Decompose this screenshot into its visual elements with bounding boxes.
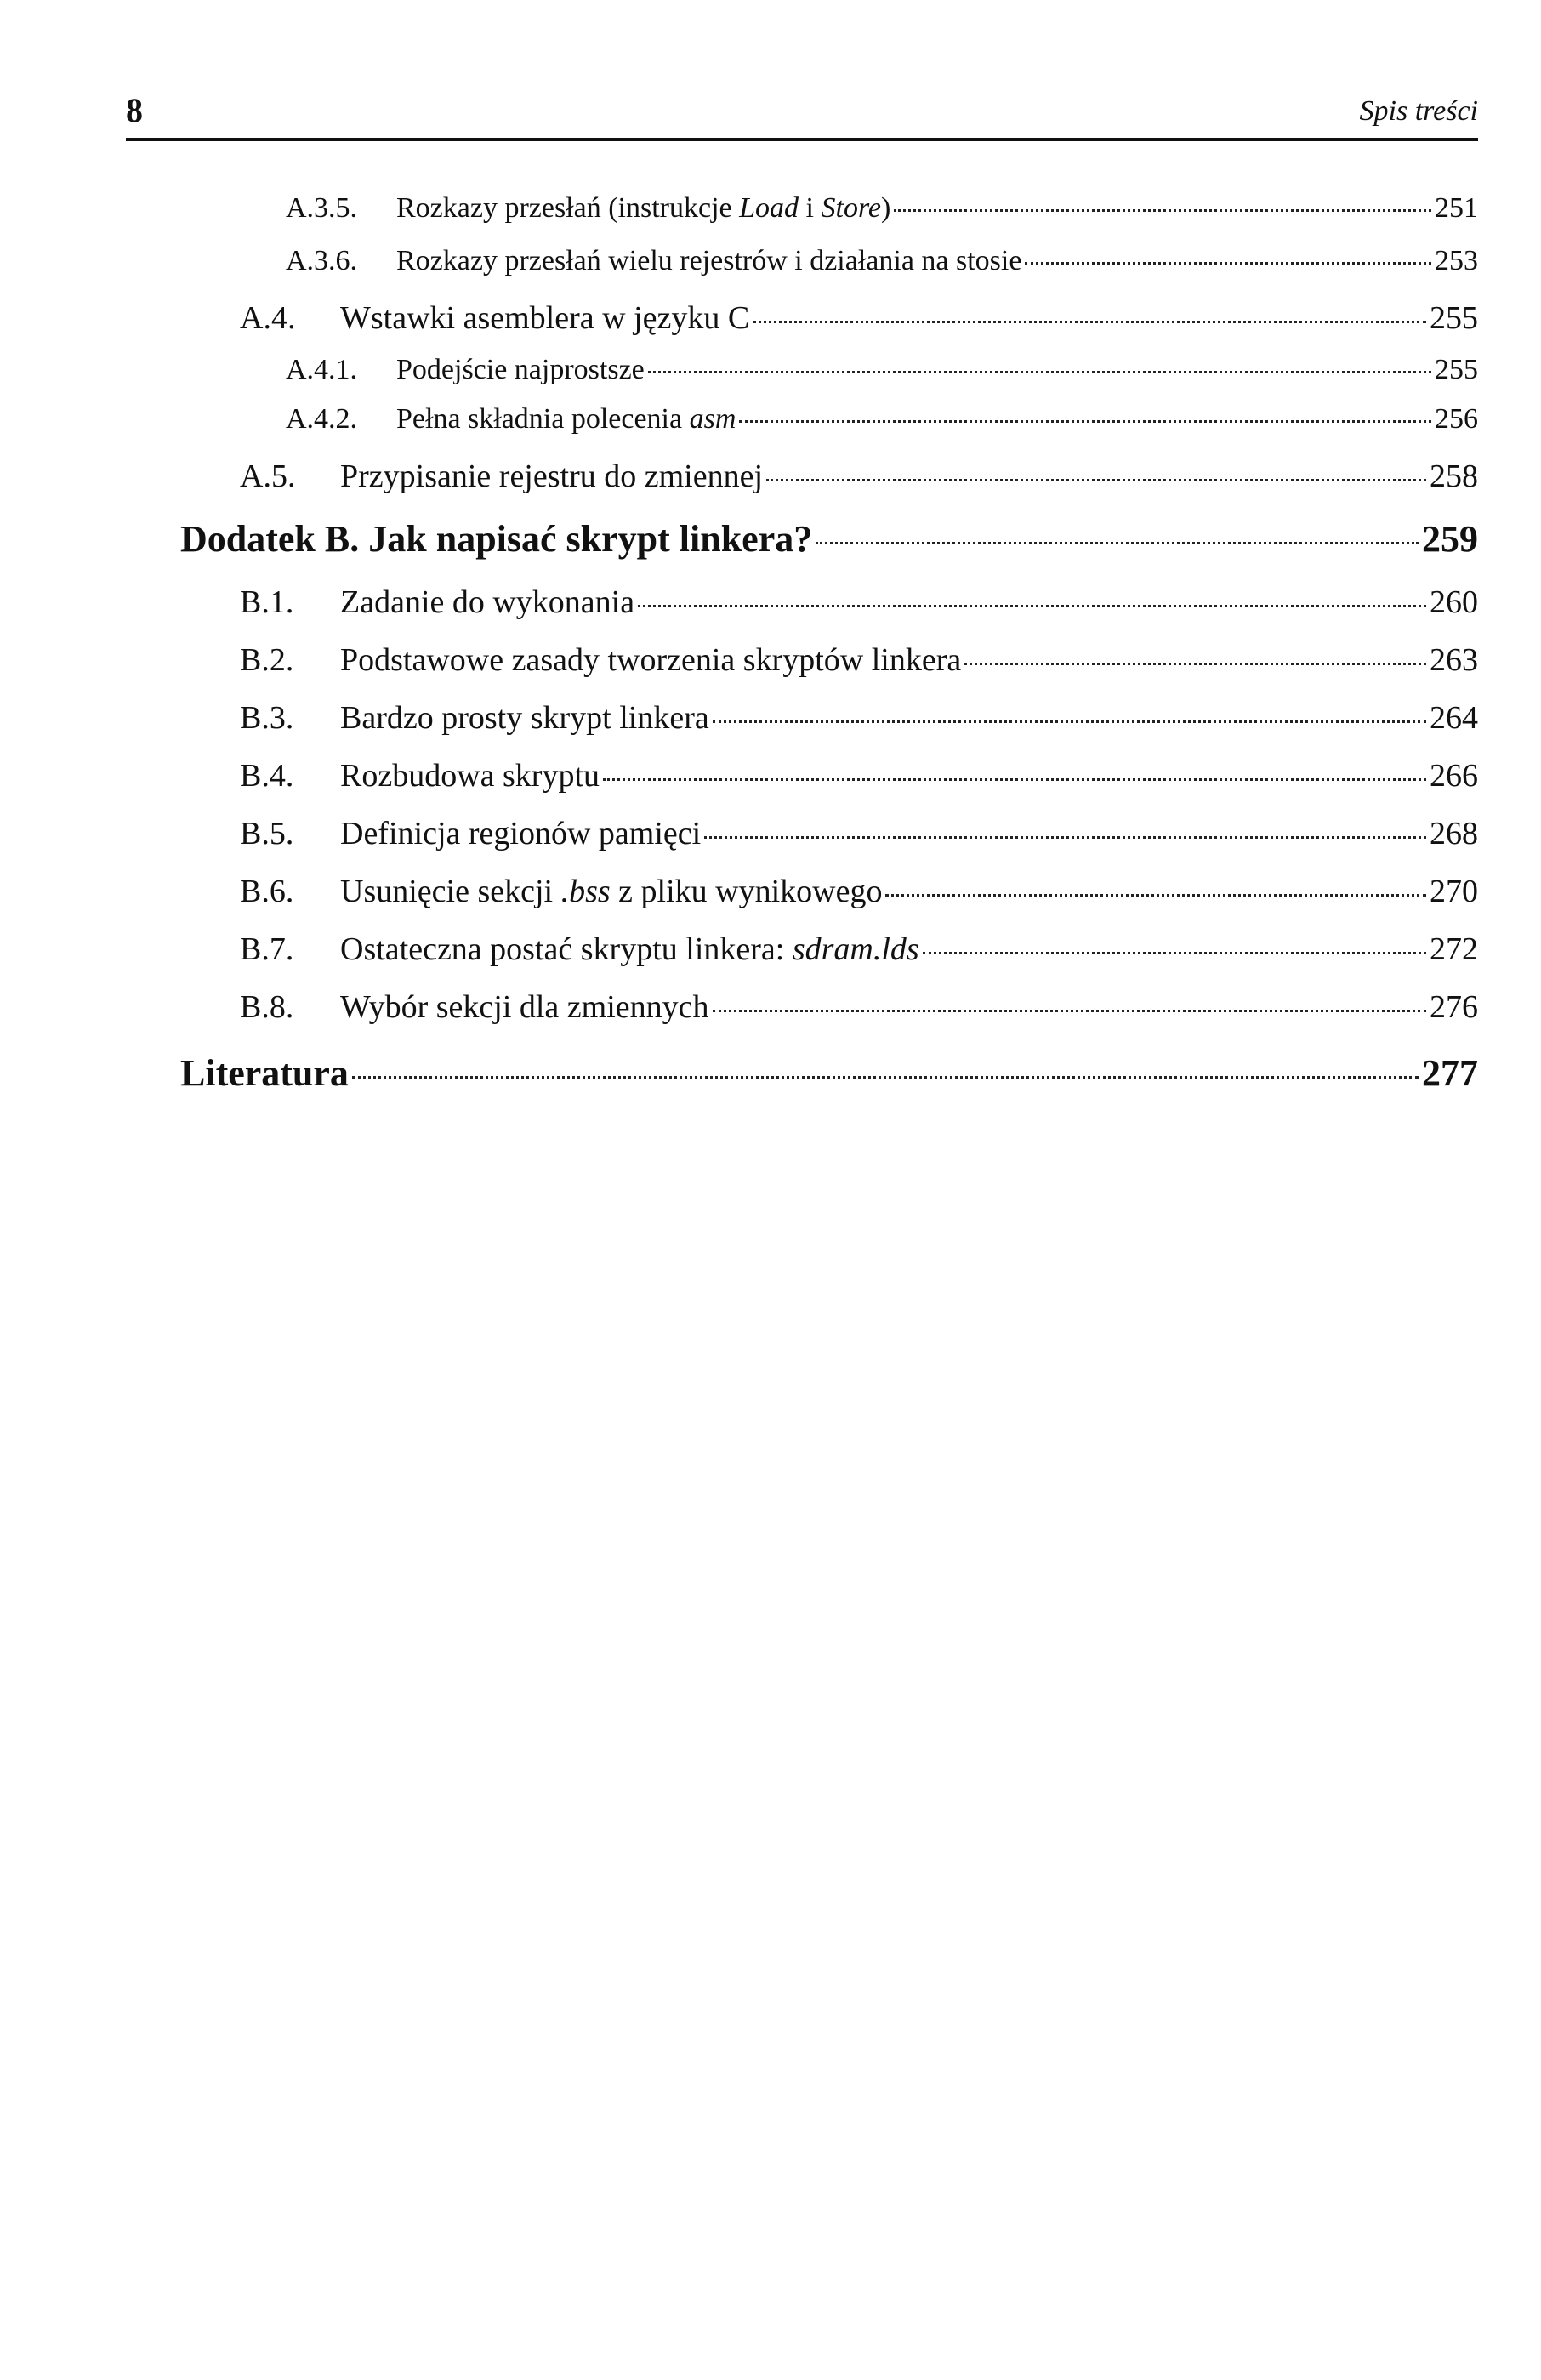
toc-page-number: 270 — [1430, 874, 1478, 909]
toc-page-number: 266 — [1430, 758, 1478, 794]
toc-title — [340, 931, 919, 968]
toc-page-number: 268 — [1430, 816, 1478, 851]
dot-leader — [894, 209, 1431, 212]
toc-number: B.7. — [240, 931, 294, 967]
toc-chapter-title: Dodatek B. Jak napisać skrypt linkera? — [180, 518, 813, 560]
page-number: 8 — [126, 91, 143, 129]
toc-entry-a-4-1 — [286, 354, 1478, 386]
toc-page-number: 251 — [1435, 192, 1478, 224]
dot-leader — [753, 321, 1426, 323]
toc-title-part: Ostateczna postać skryptu linkera: — [340, 931, 793, 967]
toc-page-number: 256 — [1435, 403, 1478, 435]
toc-title-part: Pełna składnia polecenia — [396, 403, 690, 435]
toc-number: B.3. — [240, 700, 294, 736]
toc-entry-a-5 — [240, 458, 1478, 495]
toc-title — [396, 192, 890, 225]
toc-title: Bardzo prosty skrypt linkera — [340, 700, 709, 736]
toc-title-part: Rozkazy przesłań (instrukcje — [396, 192, 740, 224]
toc-title: Wybór sekcji dla zmiennych — [340, 989, 709, 1025]
toc-page-number: 263 — [1430, 642, 1478, 678]
toc-page-number: 259 — [1422, 518, 1478, 560]
toc-number: A.3.5. — [286, 192, 358, 224]
toc-title-italic: asm — [689, 403, 736, 435]
toc-entry-a-4 — [240, 299, 1478, 337]
toc-entry-a-4-2 — [286, 403, 1478, 436]
toc-number: A.5. — [240, 458, 296, 494]
toc-title: Definicja regionów pamięci — [340, 816, 702, 851]
dot-leader — [704, 836, 1426, 839]
toc-title-part: z pliku wynikowego — [610, 874, 883, 909]
toc-title-italic: Load — [739, 192, 799, 224]
toc-title-italic: .bss — [560, 874, 611, 909]
toc-title — [396, 403, 736, 436]
dot-leader — [713, 720, 1426, 723]
dot-leader — [739, 420, 1431, 423]
toc-entry-b-7 — [240, 931, 1478, 968]
toc-number: B.2. — [240, 642, 294, 678]
toc-number: A.4. — [240, 300, 296, 336]
toc-entry-b-1 — [240, 584, 1478, 621]
toc-page-number: 277 — [1422, 1052, 1478, 1094]
toc-page-number: 255 — [1430, 300, 1478, 336]
toc-page-number: 272 — [1430, 931, 1478, 967]
toc-title-italic: Store — [821, 192, 882, 224]
toc-number: B.1. — [240, 584, 294, 620]
toc-page-number: 260 — [1430, 584, 1478, 620]
toc-title — [340, 873, 882, 910]
toc-title-italic: sdram.lds — [792, 931, 919, 967]
toc-title: Rozbudowa skryptu — [340, 758, 600, 794]
dot-leader — [885, 894, 1426, 897]
toc-entry-b-6 — [240, 873, 1478, 910]
toc-page-number: 255 — [1435, 354, 1478, 385]
toc-number: B.6. — [240, 874, 294, 909]
toc-title: Przypisanie rejestru do zmiennej — [340, 458, 764, 494]
toc-chapter-title: Literatura — [180, 1052, 349, 1094]
dot-leader — [923, 952, 1426, 954]
toc-entry-literatura — [180, 1051, 1478, 1095]
toc-number: B.5. — [240, 816, 294, 851]
running-title: Spis treści — [1359, 95, 1478, 127]
dot-leader — [648, 371, 1431, 373]
toc-entry-b-4 — [240, 757, 1478, 794]
toc-page-number: 253 — [1435, 245, 1478, 276]
toc-number: A.4.2. — [286, 403, 358, 435]
dot-leader — [766, 479, 1426, 481]
toc-entry-b-2 — [240, 641, 1478, 679]
toc-entry-b-5 — [240, 815, 1478, 852]
toc-entry-b-3 — [240, 699, 1478, 737]
toc-page-number: 264 — [1430, 700, 1478, 736]
toc-entry-a-3-5 — [286, 192, 1478, 225]
toc-title: Podejście najprostsze — [396, 354, 645, 385]
toc-entry-b-8 — [240, 988, 1478, 1026]
toc-entry-a-3-6 — [286, 245, 1478, 277]
toc-title: Wstawki asemblera w języku C — [340, 300, 750, 336]
toc-page-number: 258 — [1430, 458, 1478, 494]
toc-title: Rozkazy przesłań wielu rejestrów i działania na stosie — [396, 245, 1022, 276]
dot-leader — [964, 663, 1426, 665]
toc-title-part: Usunięcie sekcji — [340, 874, 561, 909]
toc-number: B.4. — [240, 758, 294, 794]
toc-number: A.3.6. — [286, 245, 358, 276]
dot-leader — [638, 605, 1426, 607]
dot-leader — [352, 1076, 1419, 1079]
dot-leader — [713, 1010, 1426, 1012]
toc-entry-dodatek-b — [180, 517, 1478, 561]
dot-leader — [1025, 262, 1431, 265]
toc-title-part: i — [799, 192, 822, 224]
toc-title: Zadanie do wykonania — [340, 584, 635, 620]
toc-page-number: 276 — [1430, 989, 1478, 1025]
toc-title: Podstawowe zasady tworzenia skryptów linkera — [340, 642, 962, 678]
toc-number: B.8. — [240, 989, 294, 1025]
dot-leader — [816, 542, 1419, 544]
toc-number: A.4.1. — [286, 354, 358, 385]
toc-title-part: ) — [881, 192, 891, 224]
dot-leader — [603, 778, 1426, 781]
